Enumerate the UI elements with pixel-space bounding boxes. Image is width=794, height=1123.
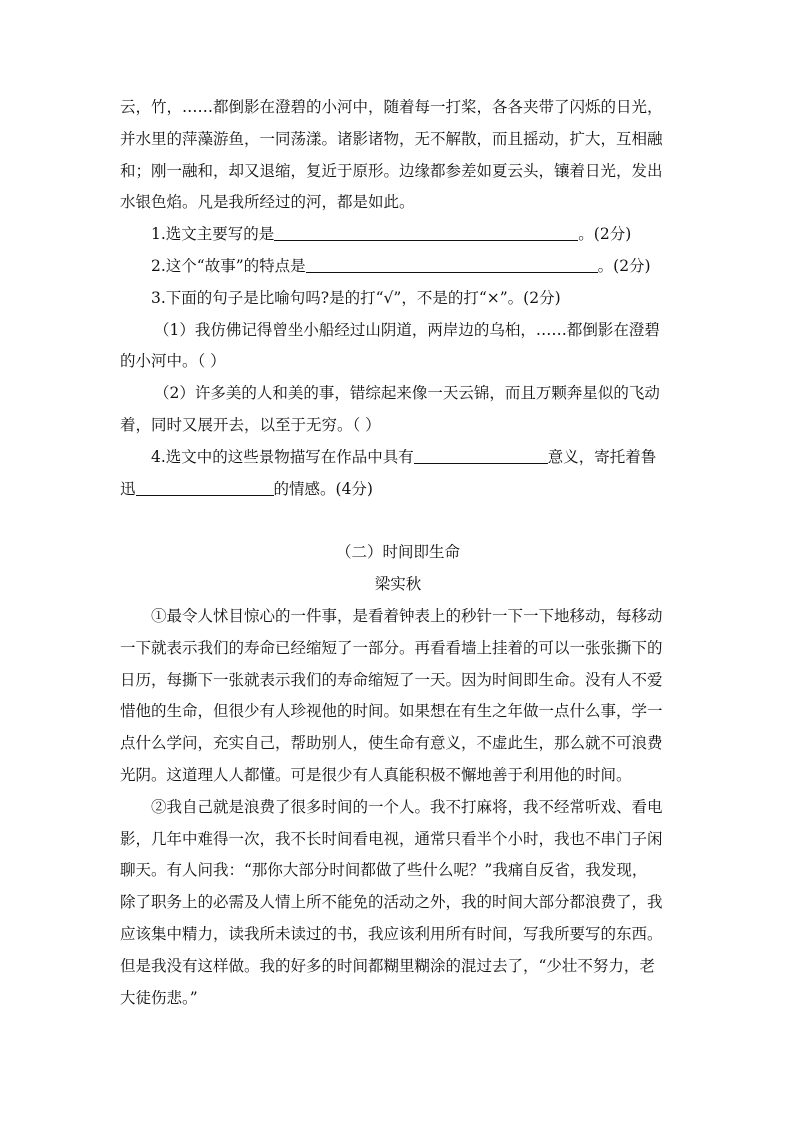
page-content — [120, 92, 676, 1014]
text-line: 点什么学问，充实自己，帮助别人，使生命有意义，不虚此生，那么就不可浪费 — [120, 734, 663, 753]
text-line: 应该集中精力，读我所未读过的书，我应该利用所有时间，写我所要写的东西。 — [120, 924, 663, 943]
text-line: 除了职务上的必需及人情上所不能免的活动之外，我的时间大部分都浪费了，我 — [120, 893, 663, 912]
text-line: 聊天。有人问我：“那你大部分时间都做了些什么呢？”我痛自反省，我发现， — [120, 861, 648, 880]
text-line: ②我自己就是浪费了很多时间的一个人。我不打麻将，我不经常听戏、看电 — [151, 797, 663, 816]
paragraph-2 — [120, 792, 676, 1015]
answer-blank-4b[interactable] — [136, 477, 274, 496]
text-line: 日历，每撕下一张就表示我们的寿命缩短了一天。因为时间即生命。没有人不爱 — [120, 670, 663, 689]
text-line: 一下就表示我们的寿命已经缩短了一部分。再看看墙上挂着的可以一张张撕下的 — [120, 638, 663, 657]
question-3-item-2-line-2: 着，同时又展开去，以至于无穷。（ ） — [120, 415, 381, 434]
text-line: 惜他的生命，但很少有人珍视他的时间。如果想在有生之年做一点什么事，学一 — [120, 702, 663, 721]
text-line: 和；刚一融和，却又退缩，复近于原形。边缘都参差如夏云头，镶着日光，发出 — [120, 161, 663, 180]
question-1-suffix: 。(2分) — [578, 225, 632, 244]
text-line: ①最令人怵目惊心的一件事，是看着钟表上的秒针一下一下地移动，每移动 — [151, 606, 663, 625]
question-4-line2-prefix: 迅 — [120, 479, 136, 498]
author-name: 梁实秋 — [374, 575, 422, 594]
question-3-stem: 3.下面的句子是比喻句吗?是的打“√”，不是的打“×”。(2分) — [151, 288, 561, 307]
question-2 — [120, 251, 676, 283]
text-line: 水银色焰。凡是我所经过的河，都是如此。 — [120, 193, 415, 212]
question-4-middle: 意义，寄托着鲁 — [547, 447, 657, 466]
question-2-suffix: 。(2分) — [597, 256, 651, 275]
question-3-item-2-line-1: （2）许多美的人和美的事，错综起来像一天云锦，而且万颗奔星似的飞动 — [154, 384, 660, 403]
question-2-prefix: 2.这个“故事”的特点是 — [151, 256, 306, 275]
text-line: 影，几年中难得一次，我不长时间看电视，通常只看半个小时，我也不串门子闲 — [120, 829, 663, 848]
text-line: 云，竹，……都倒影在澄碧的小河中，随着每一打桨，各各夹带了闪烁的日光， — [120, 98, 663, 116]
text-line: 光阴。这道理人人都懂。可是很少有人真能积极不懈地善于利用他的时间。 — [120, 765, 632, 784]
passage-1-continuation — [120, 92, 676, 219]
question-1 — [120, 219, 676, 251]
question-4-line-1 — [120, 442, 676, 474]
text-line: 并水里的萍藻游鱼，一同荡漾。诸影诸物，无不解散，而且摇动，扩大，互相融 — [120, 129, 663, 148]
section-gap — [120, 505, 676, 537]
question-1-prefix: 1.选文主要写的是 — [151, 225, 275, 244]
paragraph-1 — [120, 601, 676, 792]
answer-blank-1[interactable] — [274, 222, 578, 241]
question-4-suffix: 的情感。(4分) — [273, 479, 373, 498]
question-3-item-1-line-2: 的小河中。（ ） — [120, 352, 226, 371]
question-4-prefix: 4.选文中的这些景物描写在作品中具有 — [151, 447, 414, 466]
section-title: （二）时间即生命 — [335, 543, 460, 562]
question-4-line-2 — [120, 474, 676, 506]
question-3-item-1-line-1: （1）我仿佛记得曾坐小船经过山阴道，两岸边的乌桕，……都倒影在澄碧 — [154, 320, 660, 339]
text-line: 大徒伤悲。” — [120, 988, 198, 1007]
answer-blank-4a[interactable] — [414, 445, 548, 464]
text-line: 但是我没有这样做。我的好多的时间都糊里糊涂的混过去了，“少壮不努力，老 — [120, 956, 655, 975]
answer-blank-2[interactable] — [306, 254, 598, 273]
